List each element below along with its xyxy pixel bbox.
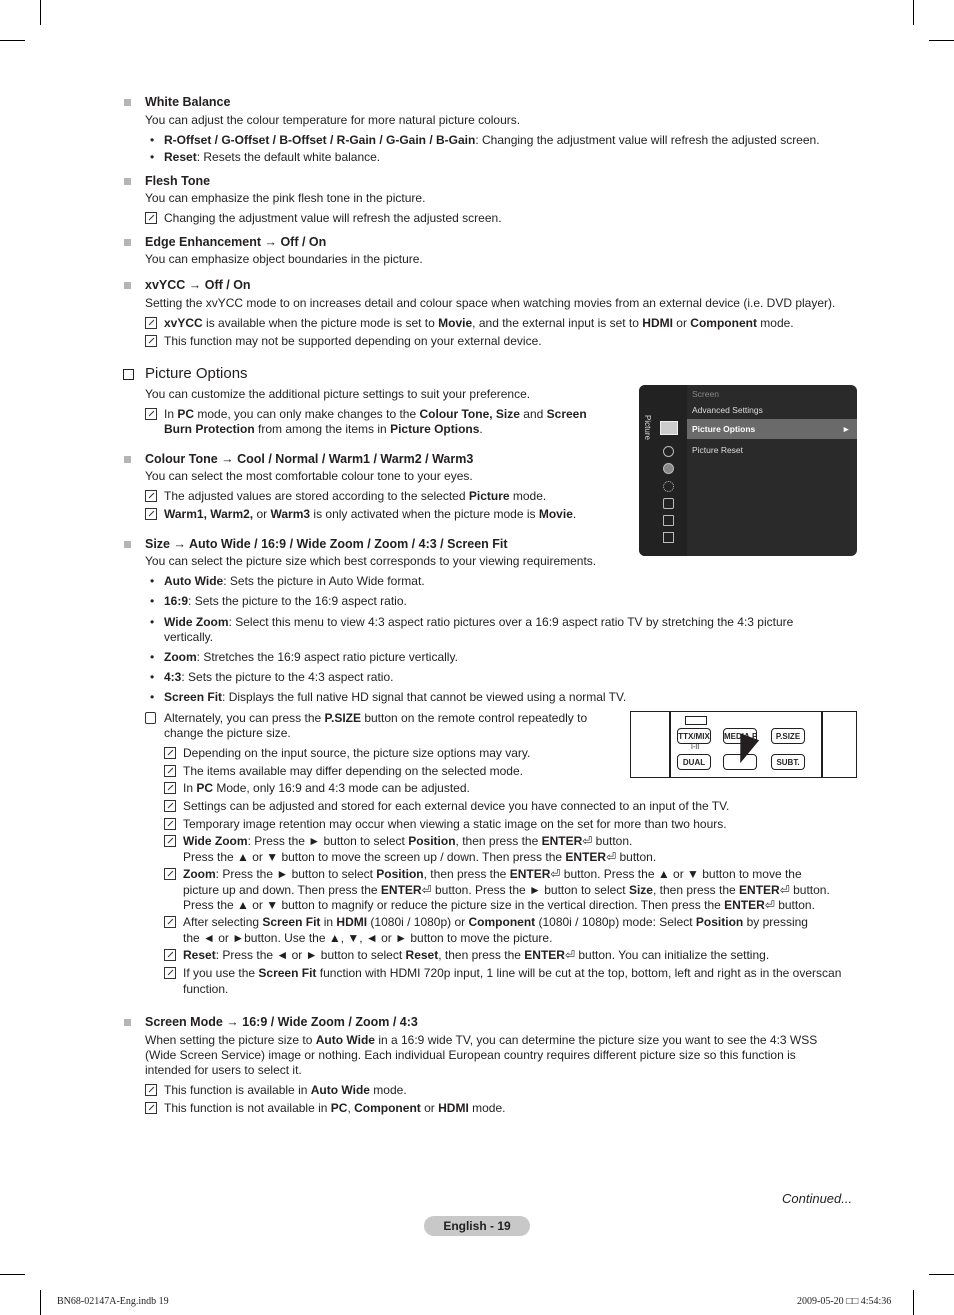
- crop-mark: [913, 0, 914, 25]
- flesh-tone-title: Flesh Tone: [145, 174, 211, 188]
- crop-mark: [929, 1274, 954, 1275]
- size-note-wide-zoom-2: Press the ▲ or ▼ button to move the screen up / down. Then press the ENTER⏎ button.: [183, 850, 657, 864]
- note-icon: [164, 916, 176, 928]
- ttx-mix-button[interactable]: TTX/MIX: [677, 728, 711, 744]
- setup-icon: [663, 481, 674, 492]
- application-icon: [663, 515, 674, 526]
- enter-icon: ⏎: [564, 948, 576, 962]
- enter-icon: ⏎: [779, 883, 790, 897]
- checkbox-bullet-icon: [123, 369, 134, 380]
- size-note-reset: Reset: Press the ◄ or ► button to select Reset, then press the ENTER⏎ button. You can initialize the setting.: [183, 948, 770, 962]
- sound-icon: [663, 446, 674, 457]
- picture-options-desc: You can customize the additional picture settings to suit your preference.: [145, 387, 531, 401]
- size-bullet-4-3: 4:3: Sets the picture to the 4:3 aspect ratio.: [164, 670, 394, 684]
- p-size-button[interactable]: P.SIZE: [771, 728, 805, 744]
- bullet-dot: •: [150, 615, 155, 629]
- xvycc-desc: Setting the xvYCC mode to on increases detail and colour space when watching movies from an external device (i.e. DVD player).: [145, 296, 836, 310]
- enter-icon: ⏎: [764, 898, 775, 912]
- menu-vertical-label: Picture: [642, 415, 652, 440]
- crop-mark: [913, 1290, 914, 1315]
- edge-enhancement-desc: You can emphasize object boundaries in the picture.: [145, 252, 423, 266]
- square-bullet-icon: [124, 239, 131, 246]
- xvycc-note-2: This function may not be supported depending on your external device.: [164, 334, 542, 348]
- screen-mode-title: Screen Mode → 16:9 / Wide Zoom / Zoom / 4:3: [145, 1015, 418, 1029]
- white-balance-bullet-2: Reset: Resets the default white balance.: [164, 150, 381, 164]
- crop-mark: [0, 40, 25, 41]
- xvycc-title: xvYCC → Off / On: [145, 278, 251, 292]
- size-note-3: In PC Mode, only 16:9 and 4:3 mode can be adjusted.: [183, 781, 470, 795]
- size-note-hdmi-720p-2: function.: [183, 982, 229, 996]
- page-number-badge: English - 19: [424, 1216, 530, 1236]
- size-note-screen-fit-2: the ◄ or ►button. Use the ▲, ▼, ◄ or ► button to move the picture.: [183, 931, 553, 945]
- colour-tone-desc: You can select the most comfortable colour tone to your eyes.: [145, 469, 473, 483]
- picture-options-note-line-1: In PC mode, you can only make changes to the Colour Tone, Size and Screen: [164, 407, 587, 421]
- channel-icon: [663, 463, 674, 474]
- bullet-dot: •: [150, 574, 155, 588]
- colour-tone-note-2: Warm1, Warm2, or Warm3 is only activated when the picture mode is Movie.: [164, 507, 577, 521]
- menu-header: Screen: [692, 389, 719, 399]
- picture-options-note-line-2: Burn Protection from among the items in Picture Options.: [164, 422, 483, 436]
- note-icon: [164, 835, 176, 847]
- menu-arrow-right-icon: ►: [842, 424, 851, 434]
- square-bullet-icon: [124, 178, 131, 185]
- footer-timestamp: 2009-05-20 □□ 4:54:36: [797, 1296, 892, 1307]
- square-bullet-icon: [124, 99, 131, 106]
- enter-icon: ⏎: [550, 867, 561, 881]
- size-note-wide-zoom-1: Wide Zoom: Press the ► button to select Position, then press the ENTER⏎ button.: [183, 834, 633, 848]
- subt-button[interactable]: SUBT.: [771, 754, 805, 770]
- picture-menu-screenshot: [639, 385, 857, 556]
- note-icon: [145, 335, 157, 347]
- bullet-dot: •: [150, 150, 155, 164]
- note-icon: [145, 408, 157, 420]
- flesh-tone-desc: You can emphasize the pink flesh tone in the picture.: [145, 191, 426, 205]
- colour-tone-title: Colour Tone → Cool / Normal / Warm1 / Warm2 / Warm3: [145, 452, 474, 466]
- size-note-5: Temporary image retention may occur when viewing a static image on the set for more than two hours.: [183, 817, 727, 831]
- footer-file-info: BN68-02147A-Eng.indb 19: [57, 1296, 169, 1307]
- screen-mode-desc-1: When setting the picture size to Auto Wide in a 16:9 wide TV, you can determine the picture size you want to see the 4:3 WSS: [145, 1033, 818, 1047]
- white-balance-title: White Balance: [145, 95, 231, 109]
- note-icon: [145, 508, 157, 520]
- size-note-zoom-2: picture up and down. Then press the ENTER⏎ button. Press the ► button to select Size, then press the ENTER⏎ button.: [183, 883, 830, 897]
- size-desc: You can select the picture size which best corresponds to your viewing requirements.: [145, 554, 597, 568]
- note-icon: [164, 782, 176, 794]
- size-note-4: Settings can be adjusted and stored for each external device you have connected to an input of the TV.: [183, 799, 730, 813]
- size-note-zoom-3: Press the ▲ or ▼ button to magnify or reduce the picture size in the vertical direction. Then press the ENTER⏎ button.: [183, 898, 815, 912]
- xvycc-note-1: xvYCC is available when the picture mode is set to Movie, and the external input is set to HDMI or Component mode.: [164, 316, 794, 330]
- note-icon: [145, 212, 157, 224]
- teletext-icon: [685, 716, 707, 725]
- colour-tone-note-1: The adjusted values are stored according to the selected Picture mode.: [164, 489, 547, 503]
- size-bullet-auto-wide: Auto Wide: Sets the picture in Auto Wide format.: [164, 574, 425, 588]
- dual-button[interactable]: DUAL: [677, 754, 711, 770]
- bullet-dot: •: [150, 594, 155, 608]
- picture-options-heading: Picture Options: [145, 365, 248, 382]
- white-balance-desc: You can adjust the colour temperature for more natural picture colours.: [145, 113, 521, 127]
- picture-icon: [660, 421, 678, 435]
- note-icon: [164, 818, 176, 830]
- crop-mark: [0, 1274, 25, 1275]
- size-bullet-zoom: Zoom: Stretches the 16:9 aspect ratio picture vertically.: [164, 650, 458, 664]
- note-icon: [145, 1084, 157, 1096]
- note-icon: [164, 967, 176, 979]
- size-note-screen-fit-1: After selecting Screen Fit in HDMI (1080i / 1080p) or Component (1080i / 1080p) mode: Select Position by pressing: [183, 915, 808, 929]
- note-icon: [164, 949, 176, 961]
- size-alternate-line-2: change the picture size.: [164, 726, 291, 740]
- bullet-dot: •: [150, 133, 155, 147]
- size-note-2: The items available may differ depending on the selected mode.: [183, 764, 523, 778]
- bullet-dot: •: [150, 690, 155, 704]
- remote-hand-icon: [145, 712, 156, 724]
- media-p-button[interactable]: MEDIA.P: [723, 728, 757, 744]
- crop-mark: [40, 1290, 41, 1315]
- note-icon: [145, 490, 157, 502]
- enter-icon: ⏎: [421, 883, 432, 897]
- edge-enhancement-title: Edge Enhancement → Off / On: [145, 235, 327, 249]
- note-icon: [164, 747, 176, 759]
- square-bullet-icon: [124, 456, 131, 463]
- crop-mark: [929, 40, 954, 41]
- screen-mode-note-2: This function is not available in PC, Component or HDMI mode.: [164, 1101, 506, 1115]
- note-icon: [145, 1102, 157, 1114]
- square-bullet-icon: [124, 1019, 131, 1026]
- note-icon: [164, 800, 176, 812]
- size-bullet-screen-fit: Screen Fit: Displays the full native HD signal that cannot be viewed using a normal TV.: [164, 690, 627, 704]
- input-icon: [663, 498, 674, 509]
- enter-icon: ⏎: [582, 834, 593, 848]
- size-bullet-wide-zoom-cont: vertically.: [164, 630, 214, 644]
- enter-icon: ⏎: [606, 850, 617, 864]
- menu-item-picture-reset[interactable]: Picture Reset: [692, 445, 744, 455]
- size-note-1: Depending on the input source, the picture size options may vary.: [183, 746, 531, 760]
- size-bullet-16-9: 16:9: Sets the picture to the 16:9 aspect ratio.: [164, 594, 407, 608]
- square-bullet-icon: [124, 282, 131, 289]
- note-icon: [164, 765, 176, 777]
- size-alternate-line-1: Alternately, you can press the P.SIZE button on the remote control repeatedly to: [164, 711, 588, 725]
- size-bullet-wide-zoom: Wide Zoom: Select this menu to view 4:3 aspect ratio pictures over a 16:9 aspect ratio TV by stretching the 4:3 picture: [164, 615, 794, 629]
- screen-mode-desc-2: (Wide Screen Service) image or nothing. Each individual European country requires different picture size so this function is: [145, 1048, 796, 1062]
- continued-label: Continued...: [782, 1191, 853, 1206]
- size-note-zoom-1: Zoom: Press the ► button to select Position, then press the ENTER⏎ button. Press the ▲ or ▼ button to move the: [183, 867, 802, 881]
- bullet-dot: •: [150, 670, 155, 684]
- size-title: Size → Auto Wide / 16:9 / Wide Zoom / Zoom / 4:3 / Screen Fit: [145, 537, 508, 551]
- screen-mode-note-1: This function is available in Auto Wide mode.: [164, 1083, 407, 1097]
- bullet-dot: •: [150, 650, 155, 664]
- square-bullet-icon: [124, 541, 131, 548]
- support-icon: [663, 532, 674, 543]
- menu-item-picture-options[interactable]: Picture Options: [692, 424, 756, 434]
- remote-control-illustration: [630, 711, 857, 778]
- white-balance-bullet-1: R-Offset / G-Offset / B-Offset / R-Gain / G-Gain / B-Gain: Changing the adjustment value will refresh the adjusted screen.: [164, 133, 820, 147]
- note-icon: [145, 317, 157, 329]
- flesh-tone-note: Changing the adjustment value will refresh the adjusted screen.: [164, 211, 502, 225]
- size-note-hdmi-720p-1: If you use the Screen Fit function with HDMI 720p input, 1 line will be cut at the top, bottom, left and right as in the overscan: [183, 966, 842, 980]
- crop-mark: [40, 0, 41, 25]
- dual-label: I-II: [691, 744, 700, 751]
- screen-mode-desc-3: intended for users to select it.: [145, 1063, 302, 1077]
- note-icon: [164, 868, 176, 880]
- menu-item-advanced-settings[interactable]: Advanced Settings: [692, 405, 763, 415]
